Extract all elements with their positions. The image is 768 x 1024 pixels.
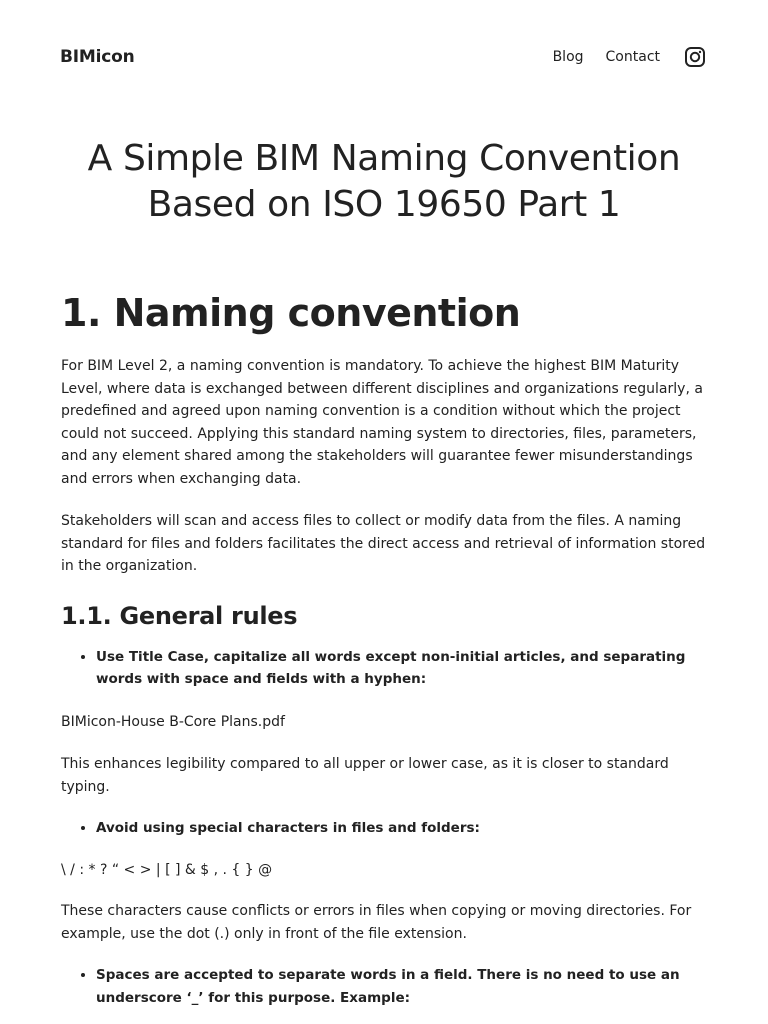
paragraph: This enhances legibility compared to all upper or lower case, as it is closer to standard typing. bbox=[61, 756, 669, 795]
rule-list bbox=[61, 817, 707, 840]
subsection-heading: 1.1. General rules bbox=[61, 601, 298, 630]
list-item: • Spaces are accepted to separate words in a field. There is no need to use an underscore ‘_’ for this purpose. Example: bbox=[96, 964, 707, 1009]
rule-list bbox=[61, 964, 707, 1009]
site-header bbox=[0, 0, 768, 118]
rule-list bbox=[61, 646, 707, 691]
nav-link-blog[interactable]: Blog bbox=[552, 49, 584, 65]
paragraph: These characters cause conflicts or errors in files when copying or moving directories. For example, use the dot (.) only in front of the file extension. bbox=[61, 903, 692, 942]
instagram-icon[interactable] bbox=[684, 46, 706, 68]
nav-link-contact[interactable]: Contact bbox=[605, 49, 660, 65]
list-item: • Use Title Case, capitalize all words except non-initial articles, and separating words with space and fields with a hyphen: bbox=[96, 646, 707, 691]
special-characters: \ / : * ? “ < > | [ ] & $ , . { } @ bbox=[61, 861, 273, 878]
list-item: • Avoid using special characters in files and folders: bbox=[96, 817, 707, 840]
article-content bbox=[61, 136, 707, 1009]
example-filename: BIMicon-House B-Core Plans.pdf bbox=[61, 713, 285, 730]
section-heading: 1. Naming convention bbox=[61, 291, 521, 335]
paragraph: Stakeholders will scan and access files to collect or modify data from the files. A naming standard for files and folders facilitates the direct access and retrieval of information stored in the organization. bbox=[61, 513, 706, 574]
main-nav bbox=[531, 46, 706, 68]
site-logo[interactable]: BIMicon bbox=[60, 47, 135, 67]
paragraph: For BIM Level 2, a naming convention is mandatory. To achieve the highest BIM Maturity Level, where data is exchanged between different disciplines and organizations regularly, a predefined and agreed upon naming convention is a condition without which the project could not succeed. Applying this standard naming system to directories, files, parameters, and any element shared among the stakeholders will guarantee fewer misunderstandings and errors when exchanging data. bbox=[61, 358, 703, 487]
page-title: A Simple BIM Naming Convention Based on ISO 19650 Part 1 bbox=[87, 138, 681, 225]
